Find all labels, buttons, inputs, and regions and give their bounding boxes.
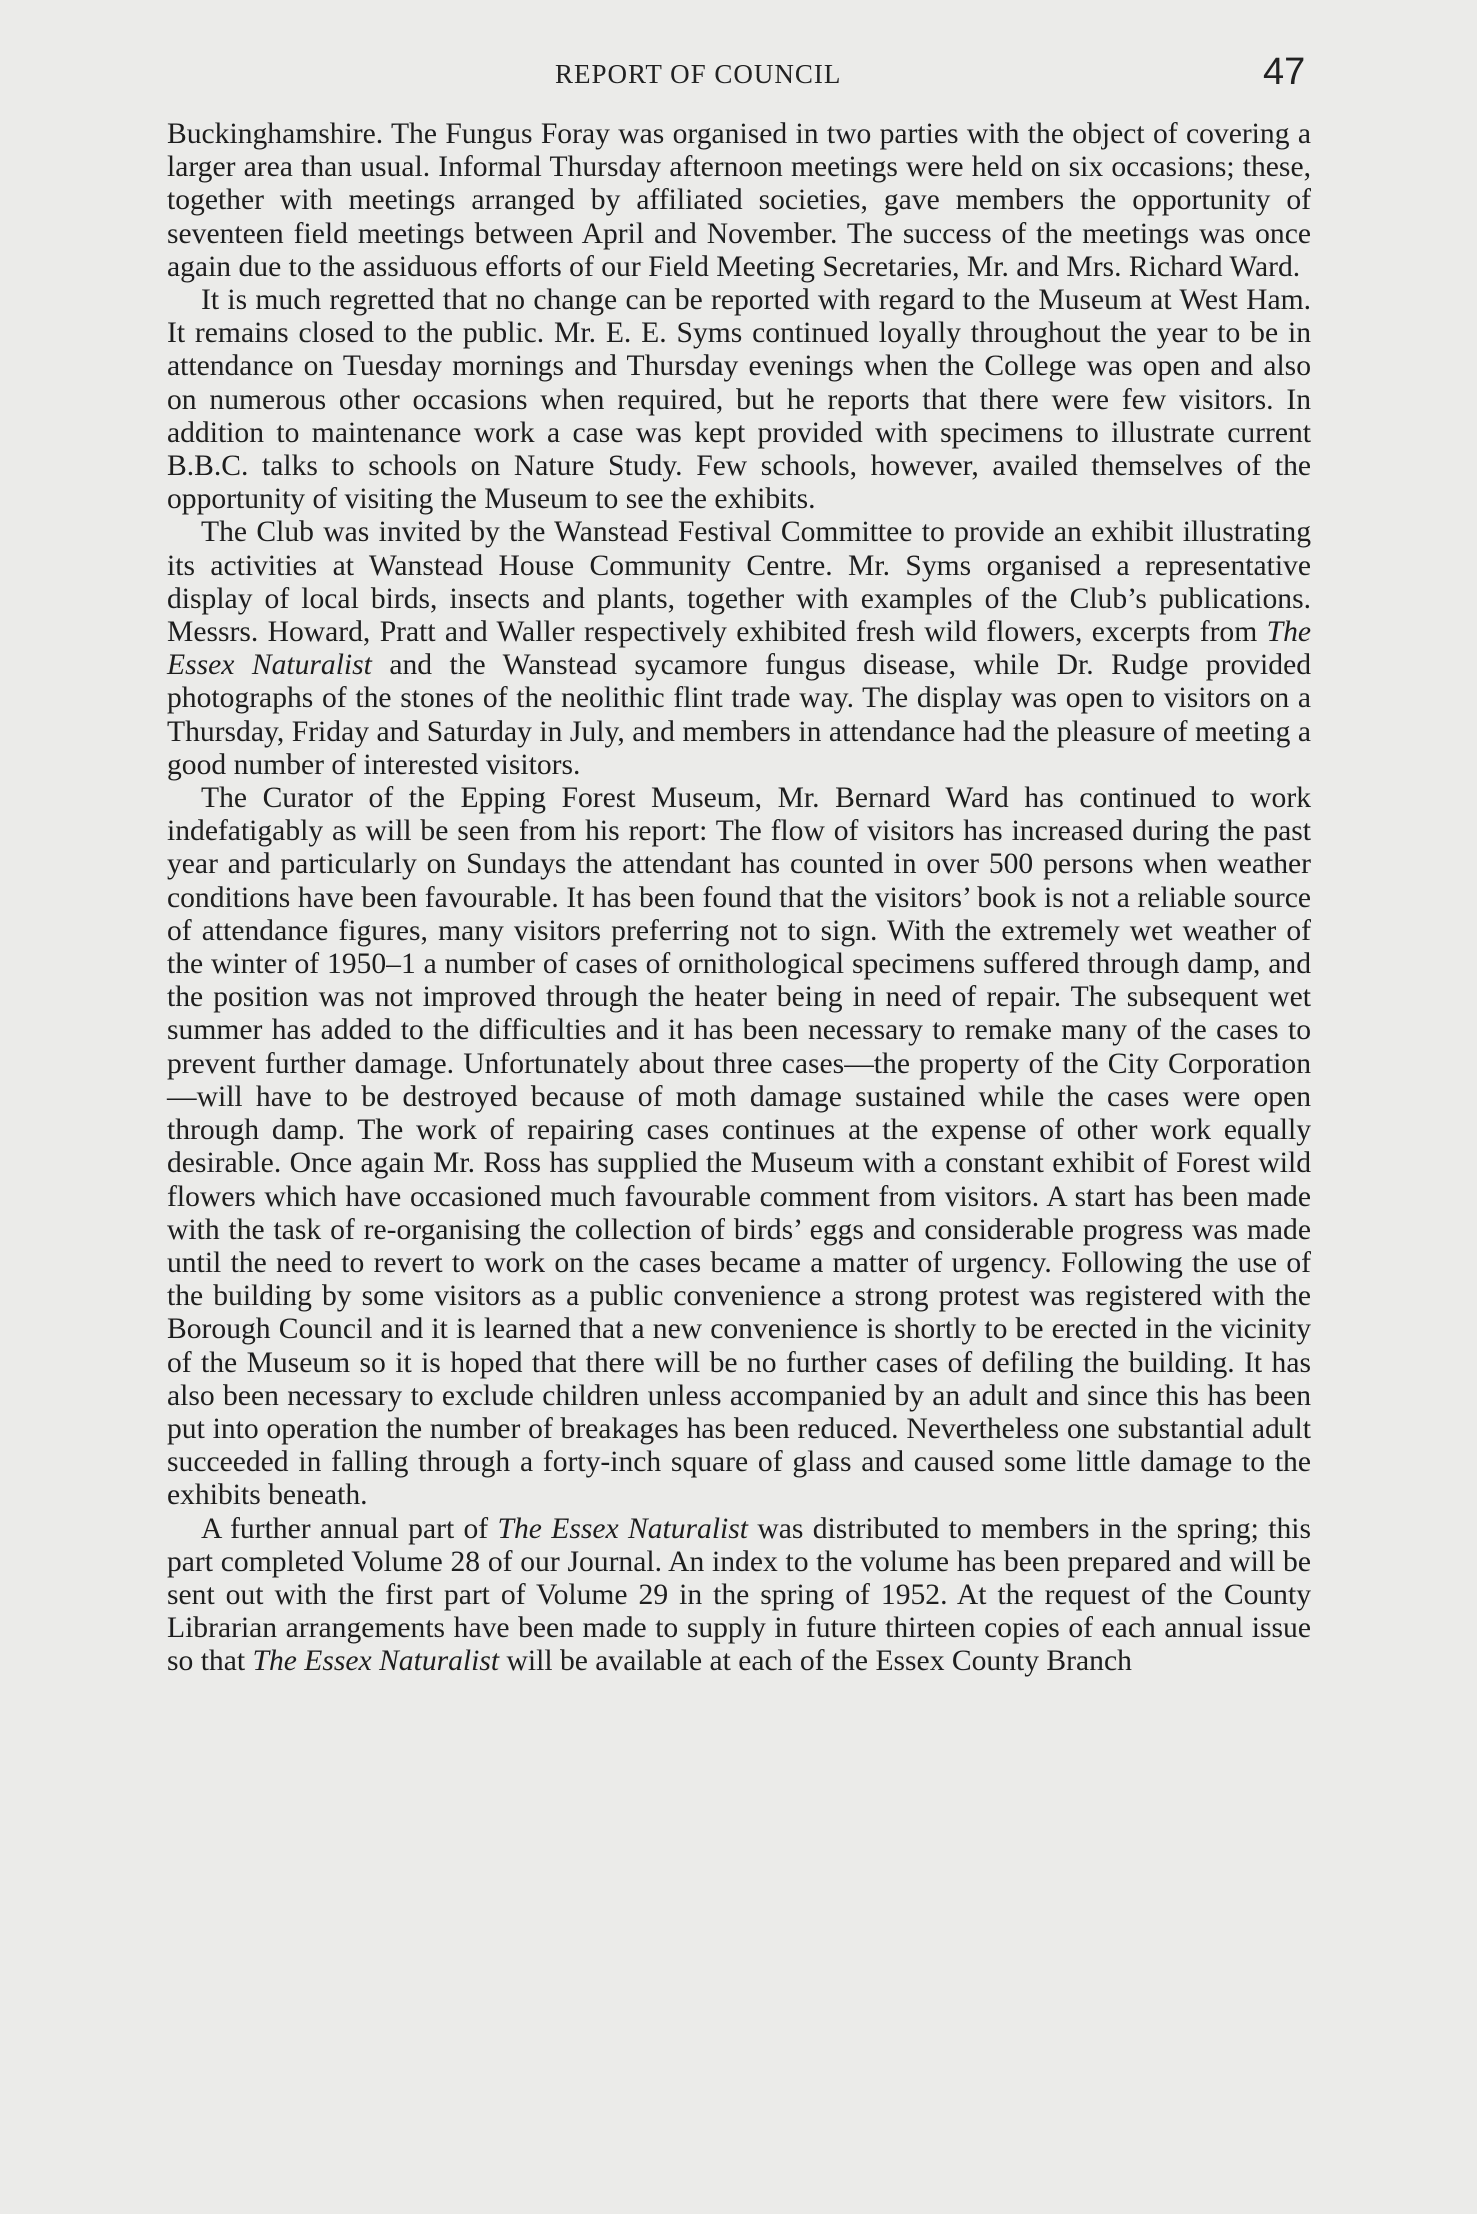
paragraph-west-ham-museum bbox=[167, 284, 1311, 516]
paragraph-text: The Club was invited by the Wanstead Festival Committee to provide an exhibit illustrating its activities at Wanstead House Community Centre. Mr. Syms organised a representative display of local birds, insects and plants, together with examples of the Club’s publications. Messrs. Howard, Pratt and Waller respectively exhibited fresh wild flowers, excerpts from bbox=[167, 516, 1311, 649]
paragraph-fungus-foray bbox=[167, 118, 1311, 284]
paragraph-essex-naturalist bbox=[167, 1513, 1311, 1679]
italic-title-text: The Essex Naturalist bbox=[497, 1512, 749, 1545]
italic-title-text: The Essex Naturalist bbox=[252, 1645, 500, 1678]
paragraph-text: and the Wanstead sycamore fungus disease, while Dr. Rudge provided photographs of the stones of the neolithic flint trade way. The display was open to visitors on a Thursday, Friday and Saturday in July, and members in attendance had the pleasure of meeting a good number of interested visitors. bbox=[167, 649, 1311, 781]
paragraph-text: The Curator of the Epping Forest Museum, Mr. Bernard Ward has continued to work indefatigably as will be seen from his report: The flow of visitors has increased during the past year and particularly on Sundays the attendant has counted in over 500 persons when weather conditions have been favourable. It has been found that the visitors’ book is not a reliable source of attendance figures, many visitors preferring not to sign. With the extremely wet weather of the winter of 1950–1 a number of cases of ornithological specimens suffered through damp, and the position was not improved through the heater being in need of repair. The subsequent wet summer has added to the difficulties and it has been necessary to remake many of the cases to prevent further damage. Unfortunately about three cases—the property of the City Corporation—will have to be destroyed because of moth damage sustained while the cases were open through damp. The work of repairing cases continues at the expense of other work equally desirable. Once again Mr. Ross has supplied the Museum with a constant exhibit of Forest wild flowers which have occasioned much favourable comment from visitors. A start has been made with the task of re-organising the collection of birds’ eggs and considerable progress was made until the need to revert to work on the cases became a matter of urgency. Following the use of the building by some visitors as a public convenience a strong protest was registered with the Borough Council and it is learned that a new convenience is shortly to be erected in the vicinity of the Museum so it is hoped that there will be no further cases of defiling the building. It has also been necessary to exclude children unless accompanied by an adult and since this has been put into operation the number of breakages has been reduced. Nevertheless one substantial adult succeeded in falling through a forty-inch square of glass and caused some little damage to the exhibits beneath. bbox=[167, 782, 1311, 1512]
paragraph-text: will be available at each of the Essex County Branch bbox=[499, 1645, 1132, 1678]
body-text bbox=[167, 118, 1311, 1679]
paragraph-text: was distributed to members in the spring; this part completed Volume 28 of our Journal. An index to the volume has been prepared and will be sent out with the first part of Volume 29 in the spring of 1952. At the request of the County Librarian arrangements have been made to supply in future thirteen copies of each annual issue so that bbox=[167, 1512, 1311, 1678]
paragraph-wanstead-festival bbox=[167, 516, 1311, 782]
running-title: REPORT OF COUNCIL bbox=[555, 59, 842, 89]
running-header bbox=[0, 51, 1477, 95]
italic-title-text: The Essex Naturalist bbox=[167, 616, 1311, 682]
page-number: 47 bbox=[1263, 51, 1306, 93]
paragraph-text: Buckinghamshire. The Fungus Foray was organised in two parties with the object of covering a larger area than usual. Informal Thursday afternoon meetings were held on six occasions; these, together with meetings arranged by affiliated societies, gave members the opportunity of seventeen field meetings between April and November. The success of the meetings was once again due to the assiduous efforts of our Field Meeting Secretaries, Mr. and Mrs. Richard Ward. bbox=[167, 118, 1311, 283]
paragraph-epping-forest-museum bbox=[167, 782, 1311, 1512]
paragraph-text: It is much regretted that no change can be reported with regard to the Museum at West Ham. It remains closed to the public. Mr. E. E. Syms continued loyally throughout the year to be in attendance on Tuesday mornings and Thursday evenings when the College was open and also on numerous other occasions when required, but he reports that there were few visitors. In addition to maintenance work a case was kept provided with specimens to illustrate current B.B.C. talks to schools on Nature Study. Few schools, however, availed themselves of the opportunity of visiting the Museum to see the exhibits. bbox=[167, 284, 1311, 516]
paragraph-text: A further annual part of bbox=[201, 1512, 498, 1545]
